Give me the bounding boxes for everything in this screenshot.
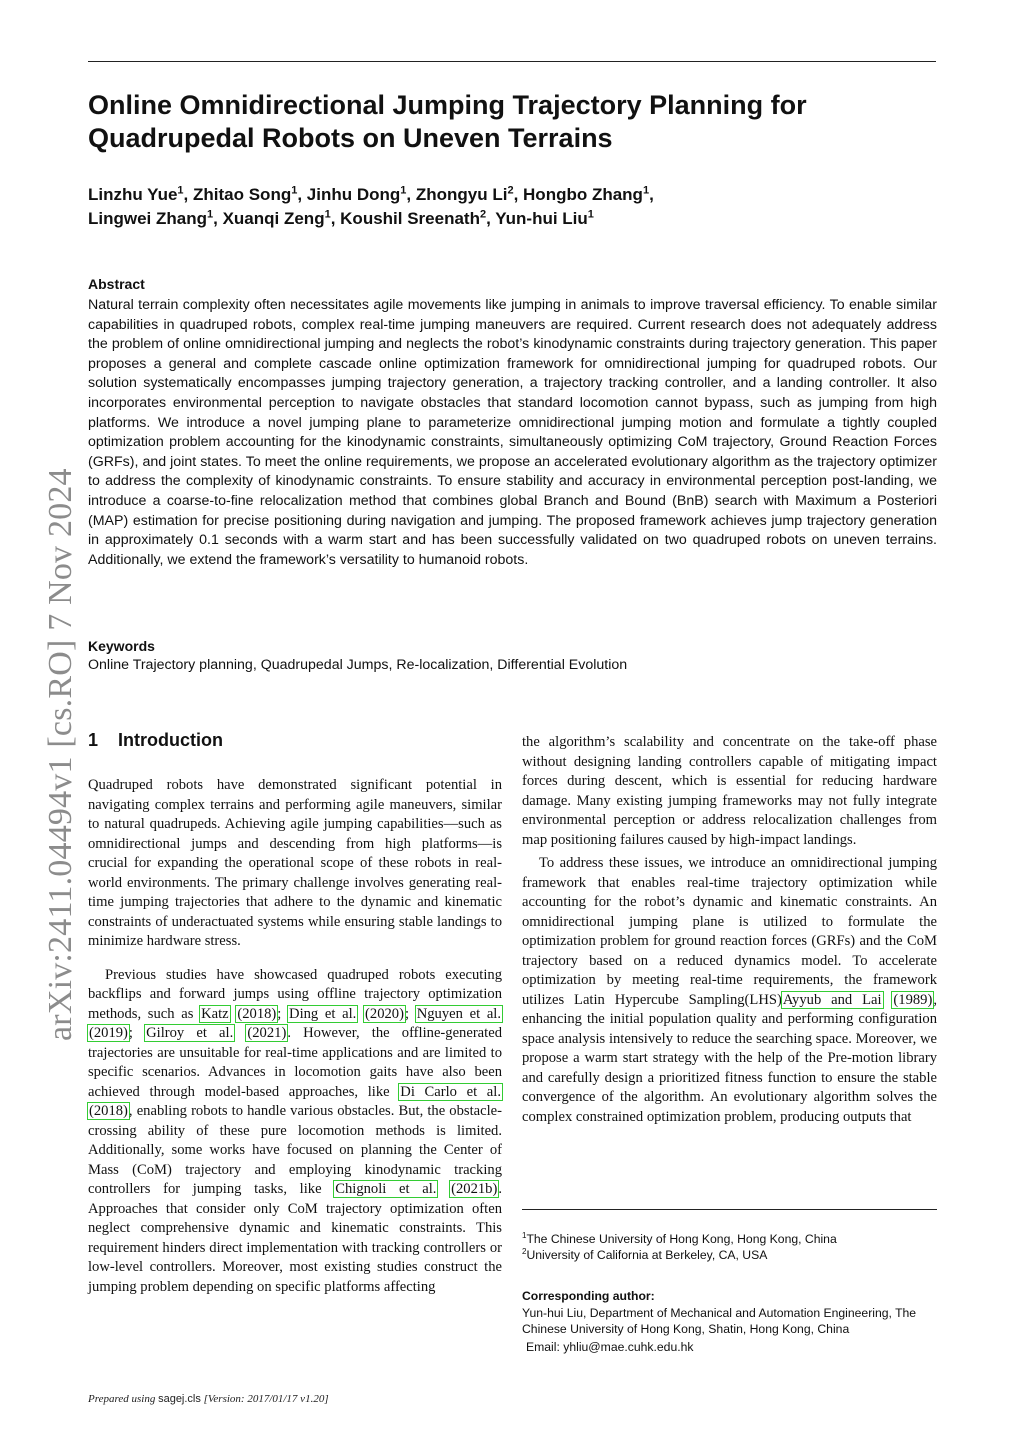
author-name: Lingwei Zhang <box>88 209 207 228</box>
corresponding-author-text: Yun-hui Liu, Department of Mechanical and Automation Engineering, The Chinese University of Hong Kong, Shatin, Hong Kong, China <box>522 1306 917 1336</box>
author-name: Jinhu Dong <box>306 185 401 204</box>
citation-link[interactable]: (1989) <box>893 991 933 1008</box>
author-affiliation-mark: 1 <box>324 208 331 221</box>
footnote-text: The Chinese University of Hong Kong, Hong Kong, China <box>526 1232 837 1247</box>
paragraph-text: ; <box>128 1025 146 1041</box>
author-name: Zhongyu Li <box>415 185 508 204</box>
intro-paragraph-2 <box>88 966 502 1298</box>
paragraph-text: , enabling robots to handle various obstacles. But, the obstacle-crossing ability of these pure locomotion methods is limited. Additionally, some works have focused on planning the Center of Mass (CoM) trajectory and employing kinodynamic tracking controllers for jumping tasks, like <box>88 1103 502 1197</box>
citation-link[interactable]: Ayyub and Lai <box>782 991 882 1008</box>
intro-paragraph-3: the algorithm’s scalability and concentrate on the take-off phase without designing landing controllers capable of mitigating impact forces during descent, which is essential for reducing hardware damage. Many existing jumping frameworks may not fully integrate environmental perception or address relocalization challenges from map positioning failures caused by high-impact landings. <box>522 734 937 848</box>
paragraph-text: Previous studies have showcased quadruped robots executing backflips and forward jumps using offline trajectory optimization methods, such as <box>88 966 502 1022</box>
author-name: Hongbo Zhang <box>523 185 643 204</box>
footnote-affiliation-2 <box>522 1244 942 1263</box>
author-line-2: Lingwei Zhang$^1$, Xuanqi Zeng$^1$, Koushil Sreenath$^2$, Yun-hui Liu$^1$ <box>88 208 594 228</box>
paper-title: Online Omnidirectional Jumping Trajectory Planning for Quadrupedal Robots on Uneven Terrains <box>88 90 807 153</box>
citation-link[interactable]: (2018) <box>89 1103 128 1119</box>
abstract-text: Natural terrain complexity often necessitates agile movements like jumping in animals to improve traversal efficiency. To enable similar capabilities in quadruped robots, complex real-time jumping maneuvers are required. Current research does not adequately address the problem of online omnidirectional jumping and neglects the robot’s kinodynamic constraints during trajectory generation. This paper proposes a general and complete cascade online optimization framework for omnidirectional jumping for quadruped robots. Our solution systematically encompasses jumping trajectory generation, a trajectory tracking controller, and a landing controller. It also incorporates environmental perception to navigate obstacles that standard locomotion cannot bypass, such as jumping from high platforms. We introduce a novel jumping plane to parameterize omnidirectional jumping motion and formulate a tightly coupled optimization problem accounting for the kinodynamic constraints, simultaneously optimizing CoM trajectory, Ground Reaction Forces (GRFs), and joint states. To meet the online requirements, we propose an accelerated evolutionary algorithm as the trajectory optimizer to address the complexity of kinodynamic constraints. To ensure stability and accuracy in environmental perception post-landing, we introduce a coarse-to-fine relocalization method that combines global Branch and Bound (BnB) search with Maximum a Posteriori (MAP) estimation for precise positioning during navigation and jumping. The proposed framework achieves jump trajectory generation in approximately 0.1 seconds with a warm start and has been successfully validated on two quadruped robots on uneven terrains. Additionally, we extend the framework’s versatility to humanoid robots. <box>88 297 937 568</box>
footer-cls: sagej.cls <box>158 1393 201 1405</box>
intro-paragraph-1: Quadruped robots have demonstrated significant potential in navigating complex terrains and performing agile maneuvers, similar to natural quadrupeds. Achieving agile jumping capabilities—such as omnidirectional jumps and descending from high platforms—is crucial for expanding the operational scope of these robots in real-world environments. The primary challenge involves generating real-time jumping trajectories that adhere to the dynamic and kinematic constraints of underactuated systems while ensuring stable landings to minimize hardware stress. <box>88 777 502 949</box>
corresponding-author-heading: Corresponding author: <box>522 1289 655 1303</box>
paragraph-text: ; <box>404 1005 416 1022</box>
author-affiliation-mark: 1 <box>207 208 214 221</box>
left-column <box>88 776 502 1297</box>
author-name: Yun-hui Liu <box>495 209 588 228</box>
citation-link[interactable]: Nguyen et al. <box>416 1005 502 1022</box>
footer-version: [Version: 2017/01/17 v1.20] <box>200 1393 329 1405</box>
author-list <box>88 183 936 231</box>
citation-link[interactable]: Ding et al. <box>289 1005 357 1022</box>
citation-link[interactable]: (2019) <box>89 1025 128 1041</box>
section-title: Introduction <box>118 730 223 750</box>
author-affiliation-mark: 2 <box>479 208 487 221</box>
right-column <box>522 733 937 1127</box>
citation-link[interactable]: Chignoli et al. <box>335 1181 437 1197</box>
author-affiliation-mark: 1 <box>400 184 407 197</box>
author-affiliation-mark: 2 <box>507 184 514 197</box>
footer-prepared: Prepared using <box>88 1393 159 1405</box>
footnote-text: University of California at Berkeley, CA, USA <box>526 1248 768 1263</box>
citation-link[interactable]: (2021b) <box>451 1181 498 1197</box>
paragraph-text: . Approaches that consider only CoM trajectory optimization often neglect comprehensive dynamic and kinematic constraints. This requirement hinders direct implementation with tracking controllers or low-level controllers. Moreover, most existing studies construct the jumping problem depending on specific platforms affecting <box>88 1181 502 1295</box>
footnote-mark: 1 <box>522 1231 527 1240</box>
author-affiliation-mark: 1 <box>587 208 594 221</box>
section-number: 1 <box>88 730 99 750</box>
author-affiliation-mark: 1 <box>177 184 184 197</box>
paragraph-text: , enhancing the initial population quality and performing configuration space analysis intensively to reduce the searching space. Moreover, we propose a warm start strategy with the help of the Pre-motion library and carefully design a prioritized fitness function to ensure the stable convergence of the algorithm. An evolutionary algorithm solves the complex constrained optimization problem, producing outputs that <box>522 991 937 1125</box>
author-affiliation-mark: 1 <box>642 184 650 197</box>
corresponding-email[interactable]: Email: yhliu@mae.cuhk.edu.hk <box>526 1340 694 1354</box>
arxiv-identifier-stamp: arXiv:2411.04494v1 [cs.RO] 7 Nov 2024 <box>42 468 79 1041</box>
page-footer <box>88 1393 329 1405</box>
author-name: Koushil Sreenath <box>340 209 480 228</box>
citation-link[interactable]: (2018) <box>237 1005 277 1022</box>
citation-link[interactable]: (2021) <box>247 1025 287 1041</box>
top-rule <box>88 61 936 62</box>
keywords-text: Online Trajectory planning, Quadrupedal Jumps, Re-localization, Differential Evolution <box>88 657 628 673</box>
citation-link[interactable]: Di Carlo et al. <box>400 1083 501 1100</box>
keywords-heading: Keywords <box>88 638 155 654</box>
footnote-mark: 2 <box>522 1247 527 1256</box>
author-name: Xuanqi Zeng <box>222 209 325 228</box>
paragraph-text: To address these issues, we introduce an omnidirectional jumping framework that enables real-time trajectory optimization while accounting for the robot’s dynamic and kinematic constraints. An omnidirectional jumping plane is utilized to formulate the optimization problem for ground reaction forces (GRFs) and the CoM trajectory based on a reduced dynamics model. To accelerate optimization by meeting real-time requirements, the framework utilizes Latin Hypercube Sampling(LHS) <box>522 855 937 1008</box>
author-affiliation-mark: 1 <box>291 184 298 197</box>
citation-link[interactable]: Gilroy et al. <box>146 1025 234 1041</box>
section-heading <box>88 730 223 751</box>
abstract-heading: Abstract <box>88 276 145 292</box>
footnote-rule <box>522 1209 937 1210</box>
paragraph-text: ; <box>277 1005 289 1022</box>
paragraph-text: . However, the offline-generated trajectories are unsuitable for real-time applications and are limited to specific scenarios. Advances in locomotion gaits have also been achieved through model-based approaches, like <box>88 1025 502 1100</box>
citation-link[interactable]: Katz <box>201 1005 229 1022</box>
author-name: Zhitao Song <box>193 185 292 204</box>
author-line-1: Linzhu Yue$^1$, Zhitao Song$^1$, Jinhu Dong$^1$, Zhongyu Li$^2$, Hongbo Zhang$^1$, <box>88 184 654 204</box>
citation-link[interactable]: (2020) <box>365 1005 404 1022</box>
intro-paragraph-4 <box>522 854 937 1127</box>
author-name: Linzhu Yue <box>88 185 178 204</box>
